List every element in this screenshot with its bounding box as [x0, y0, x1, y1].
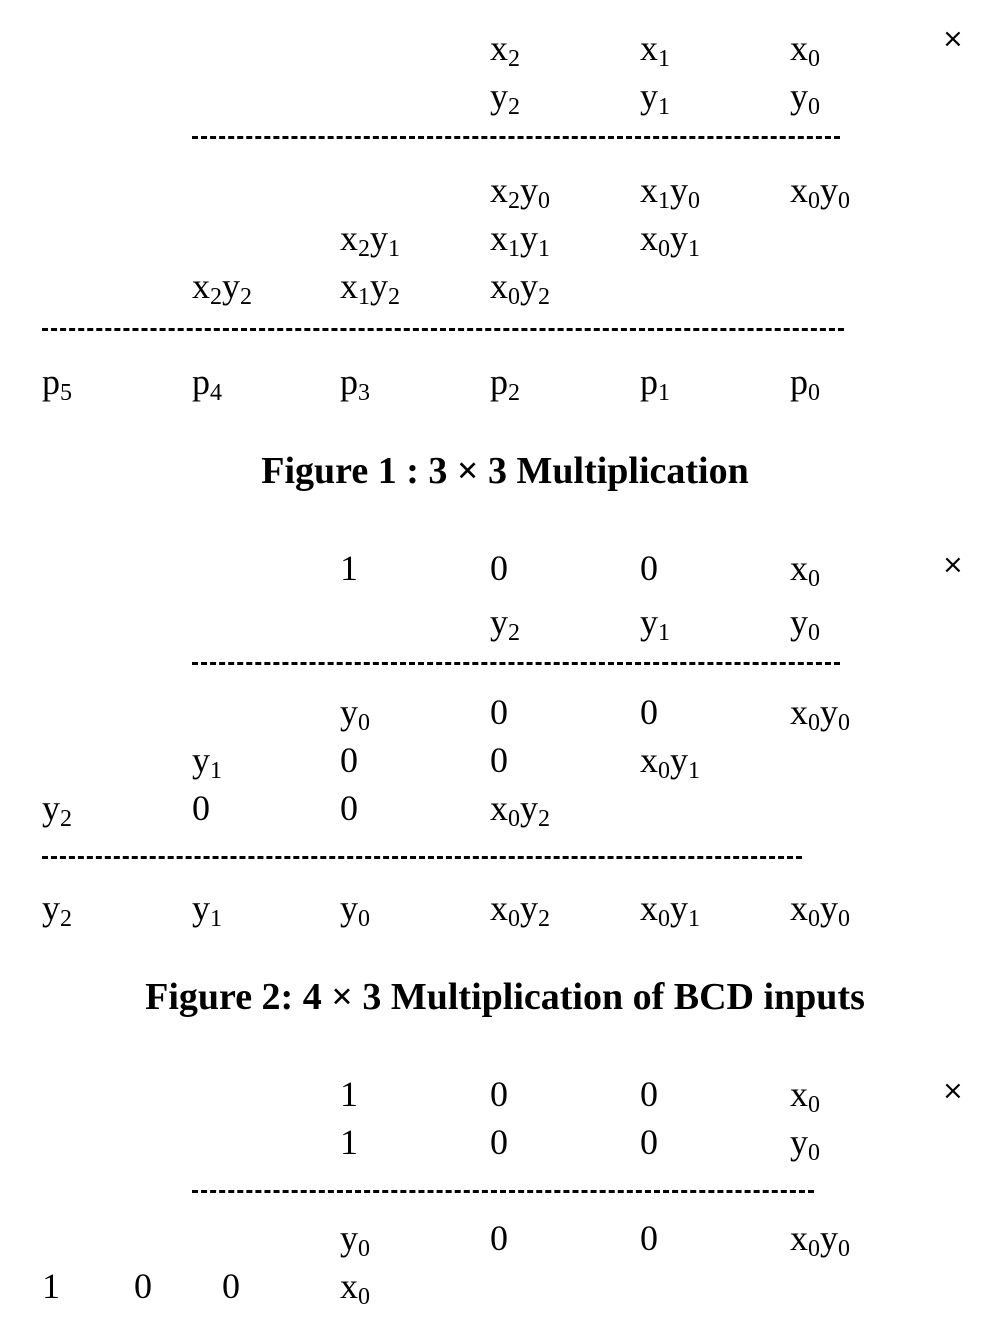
separator-rule — [192, 136, 840, 139]
term-cell: 1 — [340, 548, 358, 588]
figure-1-caption: Figure 1 : 3 × 3 Multiplication — [261, 450, 749, 492]
term-cell: 0 — [640, 692, 658, 732]
term-cell: 0 — [192, 788, 210, 828]
term-cell: $y_2$ — [490, 602, 520, 646]
term-cell: $y_0$ — [340, 1218, 370, 1262]
term-cell: $x_0$ — [790, 548, 820, 592]
separator-rule — [42, 328, 844, 331]
term-cell: 0 — [640, 1122, 658, 1162]
term-cell: 0 — [640, 1218, 658, 1258]
multiply-operator: × — [942, 1076, 964, 1106]
term-cell: $y_0$ — [340, 692, 370, 736]
term-cell: 0 — [134, 1266, 152, 1306]
multiply-operator: × — [942, 550, 964, 580]
term-cell: $y_2$ — [490, 76, 520, 120]
term-cell: 0 — [490, 692, 508, 732]
separator-rule — [42, 856, 802, 859]
term-cell: $x_0y_2$ — [490, 888, 550, 932]
term-cell: $x_1$ — [640, 28, 670, 72]
term-cell: $p_0$ — [790, 362, 820, 406]
term-cell: 0 — [222, 1266, 240, 1306]
term-cell: $y_2$ — [42, 788, 72, 832]
term-cell: 0 — [340, 788, 358, 828]
term-cell: $x_2y_1$ — [340, 218, 400, 262]
term-cell: $x_1y_1$ — [490, 218, 550, 262]
term-cell: 0 — [490, 1218, 508, 1258]
term-cell: 1 — [340, 1122, 358, 1162]
term-cell: $y_0$ — [790, 1122, 820, 1166]
term-cell: 1 — [42, 1266, 60, 1306]
term-cell: $p_5$ — [42, 362, 72, 406]
term-cell: $x_0y_0$ — [790, 170, 850, 214]
term-cell: $x_2y_0$ — [490, 170, 550, 214]
term-cell: 0 — [340, 740, 358, 780]
term-cell: $x_0y_2$ — [490, 788, 550, 832]
separator-rule — [192, 662, 840, 665]
term-cell: $p_1$ — [640, 362, 670, 406]
term-cell: $p_2$ — [490, 362, 520, 406]
term-cell: $x_1y_0$ — [640, 170, 700, 214]
term-cell: $p_3$ — [340, 362, 370, 406]
term-cell: $y_1$ — [640, 76, 670, 120]
term-cell: 0 — [490, 1074, 508, 1114]
term-cell: 0 — [640, 548, 658, 588]
term-cell: 0 — [490, 548, 508, 588]
term-cell: $x_0y_2$ — [490, 266, 550, 310]
term-cell: $y_0$ — [790, 76, 820, 120]
term-cell: $x_0$ — [340, 1266, 370, 1310]
separator-rule — [192, 1190, 814, 1193]
term-cell: 0 — [490, 1122, 508, 1162]
term-cell: $y_2$ — [42, 888, 72, 932]
term-cell: $x_0y_0$ — [790, 692, 850, 736]
term-cell: $y_1$ — [192, 888, 222, 932]
multiply-operator: × — [942, 24, 964, 54]
term-cell: $y_1$ — [640, 602, 670, 646]
term-cell: $y_0$ — [790, 602, 820, 646]
term-cell: $p_4$ — [192, 362, 222, 406]
term-cell: $x_0y_1$ — [640, 218, 700, 262]
term-cell: 0 — [490, 740, 508, 780]
term-cell: 0 — [640, 1074, 658, 1114]
figure-2-caption: Figure 2: 4 × 3 Multiplication of BCD inputs — [145, 976, 865, 1018]
term-cell: 1 — [340, 1074, 358, 1114]
term-cell: $x_1y_2$ — [340, 266, 400, 310]
term-cell: $y_0$ — [340, 888, 370, 932]
term-cell: $x_0y_0$ — [790, 1218, 850, 1262]
term-cell: $x_2$ — [490, 28, 520, 72]
term-cell: $x_0y_0$ — [790, 888, 850, 932]
term-cell: $x_2y_2$ — [192, 266, 252, 310]
term-cell: $x_0y_1$ — [640, 888, 700, 932]
term-cell: $x_0y_1$ — [640, 740, 700, 784]
term-cell: $x_0$ — [790, 28, 820, 72]
term-cell: $y_1$ — [192, 740, 222, 784]
term-cell: $x_0$ — [790, 1074, 820, 1118]
